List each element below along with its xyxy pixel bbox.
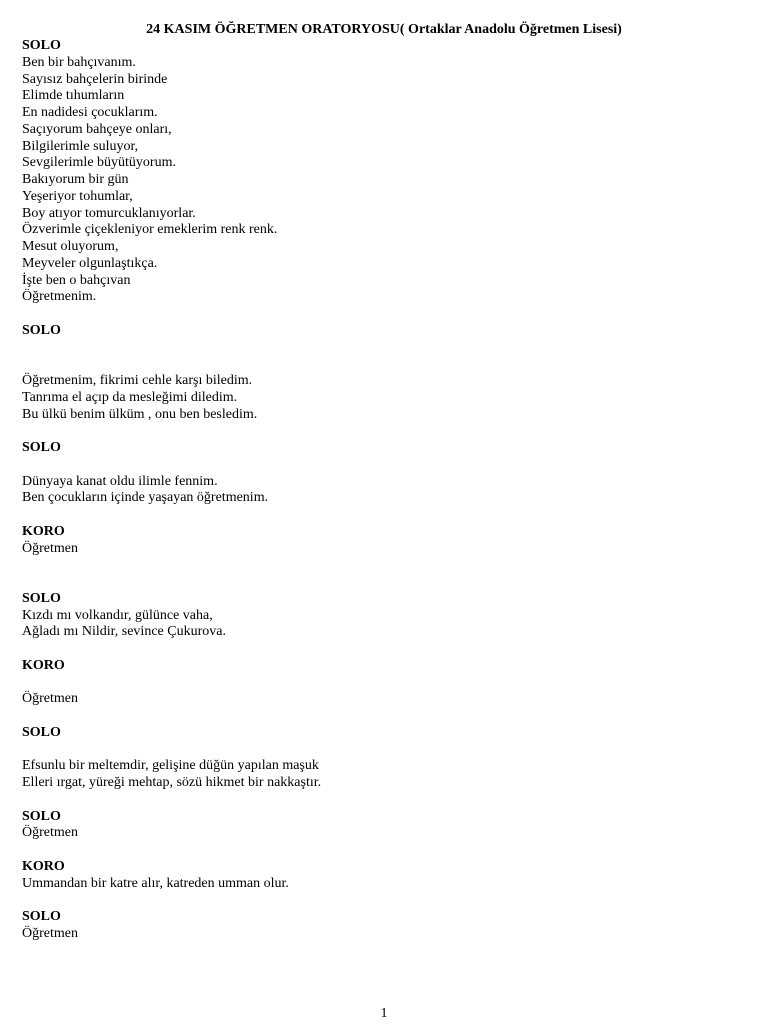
stanza-gap [22,423,742,440]
stanza-gap [22,641,742,658]
verse-line: Öğretmenim. [22,289,97,305]
verse-line: Boy atıyor tomurcuklanıyorlar. [22,205,196,221]
stanza-gap [22,574,742,591]
section [22,859,742,893]
verse-line: Sevgilerimle büyütüyorum. [22,155,176,171]
verse-line: Öğretmen [22,825,78,841]
stanza-gap [22,892,742,909]
section [22,591,742,641]
verse-line [22,742,742,759]
speaker-label: SOLO [22,440,61,455]
section [22,658,742,708]
verse-line: Yeşeriyor tohumlar, [22,188,133,204]
speaker-label: SOLO [22,808,61,824]
verse-line [22,675,742,692]
stanza-gap [22,842,742,859]
verse-line: En nadidesi çocuklarım. [22,105,158,120]
speaker-label: SOLO [22,38,61,53]
verse-line: Öğretmen [22,925,78,941]
verse-line: Kızdı mı volkandır, gülünce vaha, [22,607,213,623]
verse-line: Sayısız bahçelerin birinde [22,71,168,87]
verse-line: Efsunlu bir meltemdir, gelişine düğün yapılan maşuk [22,758,319,774]
verse-line: İşte ben o bahçıvan [22,272,131,288]
verse-line: Öğretmen [22,540,78,556]
verse-line: Tanrıma el açıp da mesleğimi diledim. [22,389,238,405]
verse-line: Bilgilerimle suluyor, [22,138,139,154]
verse-line: Meyveler olgunlaştıkça. [22,255,158,271]
verse-line: Bakıyorum bir gün [22,172,129,187]
verse-line [22,356,742,373]
verse-line: Ben çocukların içinde yaşayan öğretmenim. [22,490,269,506]
verse-line: Ummandan bir katre alır, katreden umman olur. [22,875,289,891]
verse-line: Bu ülkü benim ülküm , onu ben besledim. [22,406,258,422]
verse-line [22,457,742,474]
document-body [22,38,742,943]
verse-line: Elimde tıhumların [22,88,125,104]
speaker-label: SOLO [22,909,61,924]
verse-line: Ağladı mı Nildir, sevince Çukurova. [22,624,226,640]
verse-line: Öğretmen [22,691,78,707]
verse-line: Dünyaya kanat oldu ilimle fennim. [22,473,218,489]
verse-line [22,340,742,357]
section [22,725,742,792]
section [22,323,742,424]
stanza-gap [22,792,742,809]
verse-line: Özverimle çiçekleniyor emeklerim renk renk. [22,222,278,238]
section [22,524,742,574]
section [22,440,742,507]
section [22,809,742,843]
speaker-label: SOLO [22,322,61,338]
speaker-label: SOLO [22,724,61,740]
stanza-gap [22,708,742,725]
verse-line: Mesut oluyorum, [22,239,119,254]
verse-line [22,557,742,574]
verse-line: Elleri ırgat, yüreği mehtap, sözü hikmet bir nakkaştır. [22,775,322,790]
verse-line: Saçıyorum bahçeye onları, [22,121,172,137]
document-title: 24 KASIM ÖĞRETMEN ORATORYOSU( Ortaklar Anadolu Öğretmen Lisesi) [146,22,622,37]
page-number: 1 [380,1006,388,1021]
section [22,38,742,306]
stanza-gap [22,507,742,524]
verse-line: Ben bir bahçıvanım. [22,54,136,70]
speaker-label: KORO [22,657,65,673]
stanza-gap [22,306,742,323]
speaker-label: KORO [22,523,65,539]
section [22,909,742,943]
speaker-label: SOLO [22,590,61,606]
speaker-label: KORO [22,858,65,874]
verse-line: Öğretmenim, fikrimi cehle karşı biledim. [22,373,253,388]
